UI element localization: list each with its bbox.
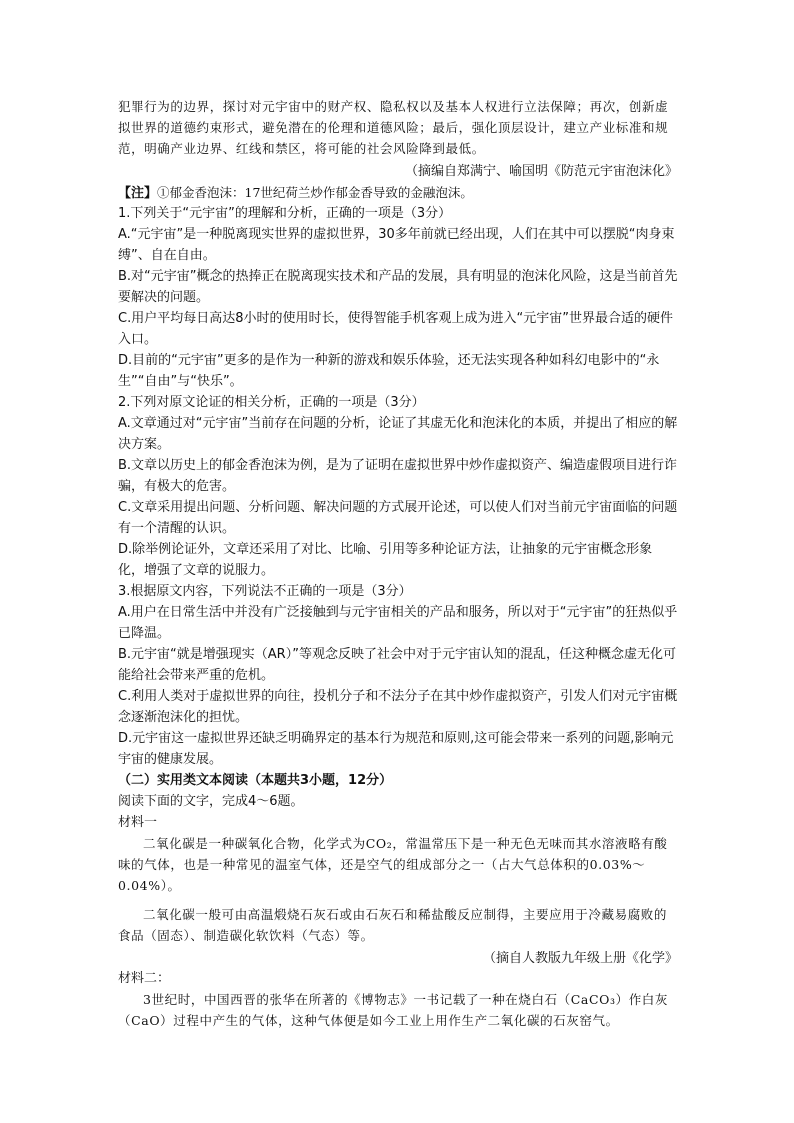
option-d: D.元宇宙这一虚拟世界还缺乏明确界定的基本行为规范和原则,这可能会带来一系列的问题,影响元宇宙的健康发展。 <box>118 731 674 767</box>
option-d: D.除举例论证外，文章还采用了对比、比喻、引用等多种论证方法，让抽象的元宇宙概念形象化，增强了文章的说服力。 <box>118 542 653 578</box>
intro-passage <box>118 96 678 159</box>
option-b: B.文章以历史上的郁金香泡沫为例，是为了证明在虚拟世界中炒作虚拟资产、编造虚假项目进行诈骗，有极大的危害。 <box>118 458 678 494</box>
section-heading: （二）实用类文本阅读（本题共3小题，12分） <box>118 773 393 788</box>
material-1-paragraph-2: 二氧化碳一般可由高温煅烧石灰石或由石灰石和稀盐酸反应制得，主要应用于冷藏易腐败的食品（固态）、制造碳化软饮料（气态）等。 <box>118 907 668 943</box>
intro-source: （摘编自郑满宁、喻国明《防范元宇宙泡沫化》 <box>404 164 678 179</box>
material-1-paragraph-1: 二氧化碳是一种碳氧化合物，化学式为CO₂，常温常压下是一种无色无味而其水溶液略有酸味的气体，也是一种常见的温室气体，还是空气的组成部分之一（占大气总体积的0.03%～0.04%）。 <box>118 836 668 893</box>
question-stem: 2.下列对原文论证的相关分析，正确的一项是（3分） <box>118 395 425 410</box>
section-instruction: 阅读下面的文字，完成4～6题。 <box>118 794 304 809</box>
material-2-paragraph-1: 3世纪时，中国西晋的张华在所著的《博物志》一书记载了一种在烧白石（CaCO₃）作白灰（CaO）过程中产生的气体，这种气体便是如今工业上用作生产二氧化碳的石灰窑气。 <box>118 992 668 1028</box>
material-2-body <box>118 989 678 1031</box>
question-stem: 1.下列关于“元宇宙”的理解和分析，正确的一项是（3分） <box>118 206 452 221</box>
intro-paragraph: 犯罪行为的边界，探讨对元宇宙中的财产权、隐私权以及基本人权进行立法保障；再次，创新虚拟世界的道德约束形式，避免潜在的伦理和道德风险；最后，强化顶层设计，建立产业标准和规范，明确产业边界、红线和禁区，将可能的社会风险降到最低。 <box>118 99 669 156</box>
material-2-title: 材料二： <box>118 971 171 986</box>
document-page <box>118 96 678 1031</box>
option-b: B.元宇宙“就是增强现实（AR）”等观念反映了社会中对于元宇宙认知的混乱，任这种概念虚无化可能给社会带来严重的危机。 <box>118 647 676 683</box>
material-1-body <box>118 833 678 946</box>
footnote <box>118 184 678 203</box>
question-3 <box>118 581 678 770</box>
material-1-title: 材料一 <box>118 815 158 830</box>
footnote-label: 【注】 <box>118 186 158 201</box>
option-c: C.利用人类对于虚拟世界的向往，投机分子和不法分子在其中炒作虚拟资产，引发人们对元宇宙概念逐渐泡沫化的担忧。 <box>118 689 678 725</box>
question-1 <box>118 203 678 392</box>
option-a: A.用户在日常生活中并没有广泛接触到与元宇宙相关的产品和服务，所以对于“元宇宙”的狂热似乎已降温。 <box>118 605 678 641</box>
option-c: C.用户平均每日高达8小时的使用时长，使得智能手机客观上成为进入“元宇宙”世界最合适的硬件入口。 <box>118 311 673 347</box>
question-stem: 3.根据原文内容，下列说法不正确的一项是（3分） <box>118 584 412 599</box>
option-b: B.对“元宇宙”概念的热捧正在脱离现实技术和产品的发展，具有明显的泡沫化风险，这是当前首先要解决的问题。 <box>118 269 678 305</box>
option-c: C.文章采用提出问题、分析问题、解决问题的方式展开论述，可以使人们对当前元宇宙面临的问题有一个清醒的认识。 <box>118 500 678 536</box>
question-2 <box>118 392 678 581</box>
footnote-text: ①郁金香泡沫：17世纪荷兰炒作郁金香导致的金融泡沫。 <box>157 185 473 200</box>
option-d: D.目前的“元宇宙”更多的是作为一种新的游戏和娱乐体验，还无法实现各种如科幻电影中的“永生”“自由”与“快乐”。 <box>118 353 660 389</box>
material-1-source: （摘自人教版九年级上册《化学》 <box>482 951 678 966</box>
option-a: A.“元宇宙”是一种脱离现实世界的虚拟世界，30多年前就已经出现，人们在其中可以摆脱“肉身束缚”、自在自由。 <box>118 227 675 263</box>
option-a: A.文章通过对“元宇宙”当前存在问题的分析，论证了其虚无化和泡沫化的本质，并提出了相应的解决方案。 <box>118 416 678 452</box>
